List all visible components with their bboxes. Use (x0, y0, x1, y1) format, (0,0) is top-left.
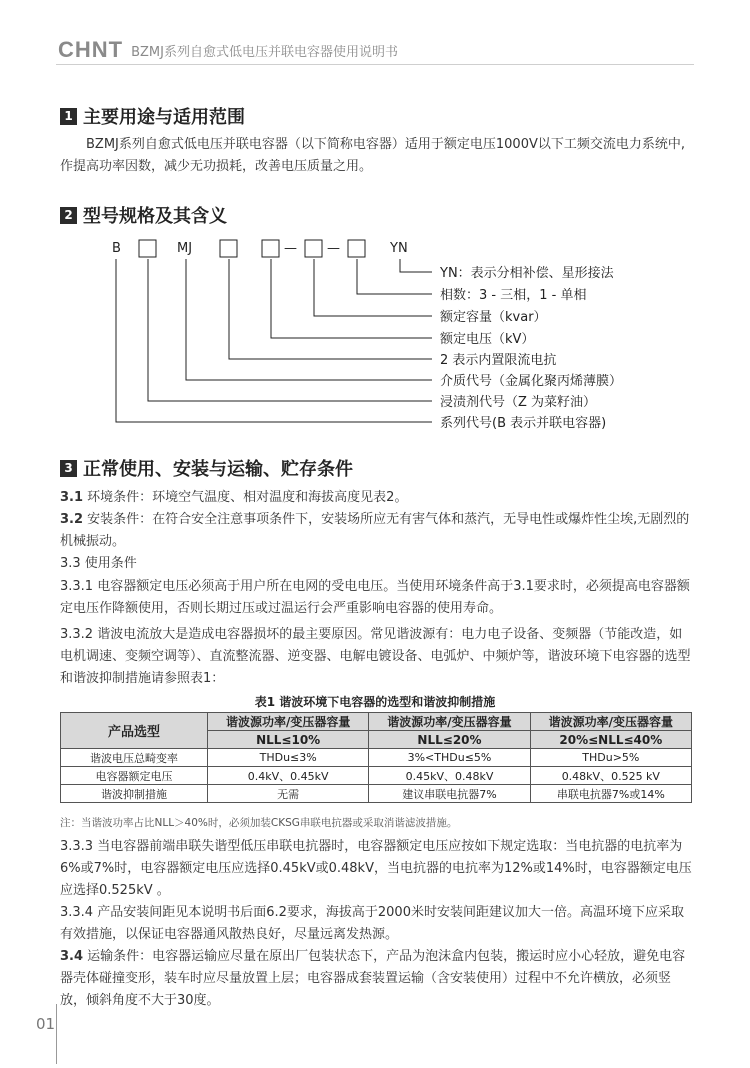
para-text: 环境条件：环境空气温度、相对温度和海拔高度见表2。 (87, 490, 408, 505)
table-caption: 表1 谐波环境下电容器的选型和谐波抑制措施 (254, 695, 496, 709)
para-text: 安装条件：在符合安全注意事项条件下，安装场所应无有害气体和蒸汽，无导电性或爆炸性尘埃,无剧烈的机械振动。 (60, 512, 690, 549)
table-row (61, 749, 692, 767)
table-column-subheader: NLL≤10% (208, 731, 369, 749)
section-title: 正常使用、安装与运输、贮存条件 (83, 459, 353, 480)
model-box (139, 240, 156, 257)
para-number: 3.2 (60, 512, 84, 527)
table-row (61, 767, 692, 785)
model-box (305, 240, 322, 257)
table-note: 注：当谐波功率占比NLL＞40%时，必须加装CKSG串联电抗器或采取消谐滤波措施。 (60, 817, 458, 829)
section-title: 型号规格及其含义 (83, 206, 227, 227)
table-cell: 0.4kV、0.45kV (208, 767, 369, 785)
model-box (348, 240, 365, 257)
section-3-heading (60, 455, 353, 481)
para-3-2 (60, 509, 692, 553)
chnt-logo: CHNT (58, 37, 124, 62)
table-column-header: 谐波源功率/变压器容量 (530, 713, 691, 731)
table-cell: THDu≤3% (208, 749, 369, 767)
model-box (220, 240, 237, 257)
table-column-subheader: 20%≤NLL≤40% (530, 731, 691, 749)
model-label: 介质代号（金属化聚丙烯薄膜） (440, 374, 623, 389)
model-box (262, 240, 279, 257)
table-cell: 0.45kV、0.48kV (369, 767, 530, 785)
table-row-label: 谐波电压总畸变率 (61, 749, 208, 767)
para-3-3: 3.3 使用条件 (60, 556, 137, 571)
table-column-header: 谐波源功率/变压器容量 (369, 713, 530, 731)
section-title: 主要用途与适用范围 (83, 107, 245, 128)
model-label: YN：表示分相补偿、星形接法 (440, 266, 614, 281)
table-cell: 3%<THDu≤5% (369, 749, 530, 767)
model-dash: — (284, 241, 297, 256)
table-cell: 无需 (208, 785, 369, 803)
table-column-header: 谐波源功率/变压器容量 (208, 713, 369, 731)
table-cell: 串联电抗器7%或14% (530, 785, 691, 803)
page-number: 01 (36, 1015, 56, 1033)
para-3-3-1: 3.3.1 电容器额定电压必须高于用户所在电网的受电电压。当使用环境条件高于3.1要求时，必须提高电容器额定电压作降额使用，否则长期过压或过温运行会严重影响电容器的使用寿命。 (60, 579, 690, 616)
footer-divider (56, 1004, 57, 1064)
section-1-paragraph: BZMJ系列自愈式低电压并联电容器（以下简称电容器）适用于额定电压1000V以下工频交流电力系统中,作提高功率因数，减少无功损耗，改善电压质量之用。 (60, 137, 685, 174)
model-label: 相数：3 - 三相，1 - 单相 (440, 288, 587, 303)
model-char-yn: YN (390, 241, 408, 256)
model-char-mj: MJ (177, 241, 193, 256)
para-3-3-2: 3.3.2 谐波电流放大是造成电容器损坏的最主要原因。常见谐波源有：电力电子设备、变频器（节能改造，如电机调速、变频空调等）、直流整流器、逆变器、电解电镀设备、电弧炉、中频炉等，谐波环境下电容器的选型和谐波抑制措施请参照表1： (60, 627, 691, 686)
table-cell: 0.48kV、0.525 kV (530, 767, 691, 785)
model-dash: — (327, 241, 340, 256)
para-3-3-3: 3.3.3 当电容器前端串联失谐型低压串联电抗器时，电容器额定电压应按如下规定选取：当电抗器的电抗率为6%或7%时，电容器额定电压应选择0.45kV或0.48kV，当电抗器的电抗率为12%或14%时，电容器额定电压应选择0.525kV 。 (60, 839, 692, 898)
model-label: 额定电压（kV） (440, 332, 535, 347)
section-number: 2 (60, 207, 77, 224)
model-label: 系列代号(B 表示并联电容器) (440, 416, 607, 431)
table-column-subheader: NLL≤20% (369, 731, 530, 749)
para-3-3-4: 3.3.4 产品安装间距见本说明书后面6.2要求，海拔高于2000米时安装间距建议加大一倍。高温环境下应采取有效措施，以保证电容器通风散热良好，尽量远离发热源。 (60, 905, 684, 942)
para-3-4 (60, 946, 692, 1012)
table-row-label: 电容器额定电压 (61, 767, 208, 785)
para-text: 运输条件：电容器运输应尽量在原出厂包装状态下，产品为泡沫盒内包装，搬运时应小心轻放，避免电容器壳体碰撞变形，装车时应尽量放置上层；电容器成套装置运输（含安装使用）过程中不允许横放，必须竖放，倾斜角度不大于30度。 (60, 949, 686, 1008)
table-row (61, 785, 692, 803)
table-row-label: 谐波抑制措施 (61, 785, 208, 803)
model-label: 2 表示内置限流电抗 (440, 353, 557, 368)
section-number: 1 (60, 108, 77, 125)
header-title: BZMJ系列自愈式低电压并联电容器使用说明书 (131, 44, 398, 60)
model-label: 额定容量（kvar） (440, 310, 547, 325)
table-cell: 建议串联电抗器7% (369, 785, 530, 803)
model-char-b: B (112, 241, 121, 256)
para-number: 3.1 (60, 490, 84, 505)
table-cell: THDu>5% (530, 749, 691, 767)
model-label: 浸渍剂代号（Z 为菜籽油） (440, 395, 597, 410)
table-corner-header: 产品选型 (61, 713, 208, 749)
harmonic-table (60, 712, 692, 803)
para-3-1 (60, 487, 692, 509)
para-number: 3.4 (60, 949, 84, 964)
section-number: 3 (60, 460, 77, 477)
